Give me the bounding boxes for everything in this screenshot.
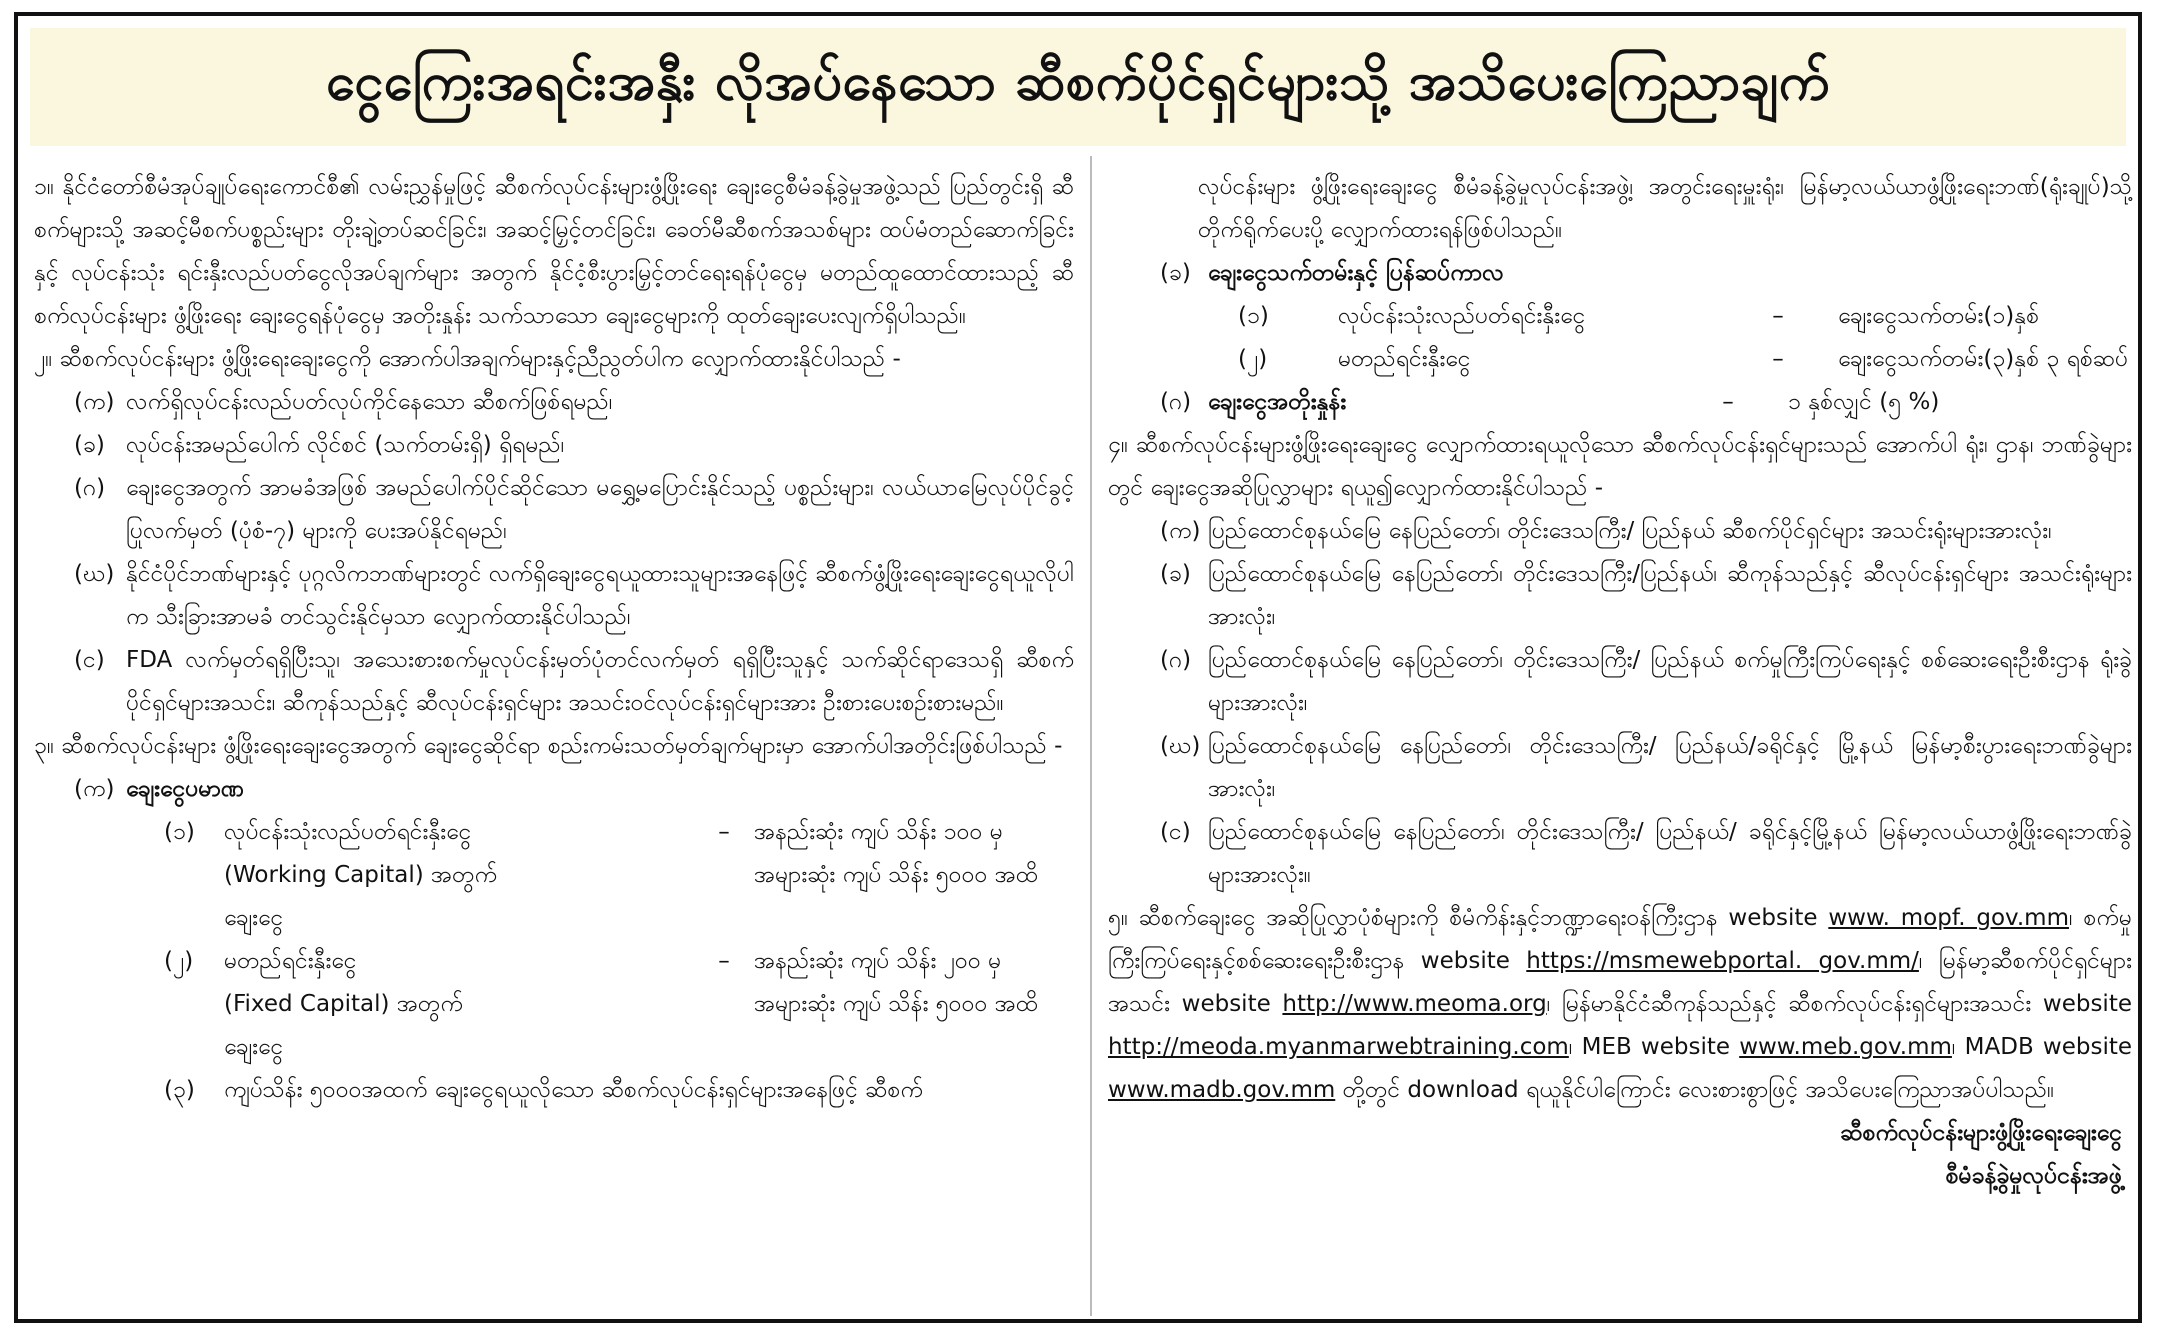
row-label-line: ချေးငွေ — [224, 905, 284, 931]
row-value: ချေးငွေသက်တမ်း(၁)နှစ် — [1838, 303, 2040, 329]
list-item-key: (ဃ) — [1160, 733, 1201, 759]
list-item-key: (င) — [74, 647, 105, 673]
loan-term-heading — [1108, 252, 2132, 295]
meoma-website-link[interactable]: http://www.meoma.org — [1282, 991, 1547, 1017]
list-item — [1108, 725, 2132, 811]
list-item-key: (က) — [74, 389, 115, 415]
row-text: ကျပ်သိန်း ၅၀၀၀အထက် ချေးငွေရယူလိုသော ဆီစက်လုပ်ငန်းရှင်များအနေဖြင့် ဆီစက် — [224, 1077, 923, 1103]
row-label: မတည်ရင်းနှီးငွေ — [1338, 346, 1471, 372]
list-item-key: (င) — [1160, 819, 1191, 845]
signature-line-2: စီမံခန့်ခွဲမှုလုပ်ငန်းအဖွဲ့ — [1945, 1163, 2122, 1189]
list-item-text: ပြည်ထောင်စုနယ်မြေ နေပြည်တော်၊ တိုင်းဒေသကြီး/ပြည်နယ်၊ ဆီကုန်သည်နှင့် ဆီလုပ်ငန်းရှင်များ အသင်းရုံးများအားလုံး၊ — [1208, 561, 2132, 630]
list-item-text: ပြည်ထောင်စုနယ်မြေ နေပြည်တော်၊ တိုင်းဒေသကြီး/ ပြည်နယ် စက်မှုကြီးကြပ်ရေးနှင့် စစ်ဆေးရေးဦးစီးဌာန ရုံးခွဲများအားလုံး၊ — [1208, 647, 2132, 716]
paragraph-5-text: ၊ စက်မှုကြီးကြပ်ရေးနှင့်စစ်ဆေးရေးဦးစီးဌာန website — [1108, 905, 2132, 974]
list-item-key: (ဂ) — [74, 475, 106, 501]
list-item-key: (က) — [1160, 518, 1201, 544]
row-label — [224, 811, 694, 940]
list-item-key: (က) — [74, 776, 115, 802]
right-column — [1108, 166, 2132, 1198]
announcement-frame — [14, 12, 2142, 1323]
loan-amount-heading — [34, 768, 1074, 811]
list-item-text: ပြည်ထောင်စုနယ်မြေ နေပြည်တော်၊ တိုင်းဒေသကြီး/ ပြည်နယ် ဆီစက်ပိုင်ရှင်များ အသင်းရုံးများအားလုံး၊ — [1208, 518, 2052, 544]
row-value-line: အများဆုံး ကျပ် သိန်း ၅၀၀၀ အထိ — [754, 862, 1039, 888]
row-dash: – — [718, 948, 730, 974]
paragraph-5 — [1108, 897, 2132, 1112]
left-column — [34, 166, 1074, 1112]
row-key: (၂) — [164, 948, 194, 974]
column-divider — [1090, 156, 1092, 1316]
row-label — [224, 940, 694, 1069]
list-item — [1108, 639, 2132, 725]
list-item-key: (ဂ) — [1160, 389, 1192, 415]
paragraph-5-text: တို့တွင် download ရယူနိုင်ပါကြောင်း လေးစားစွာဖြင့် အသိပေးကြေညာအပ်ပါသည်။ — [1335, 1077, 2055, 1103]
row-value: ၁ နှစ်လျှင် (၅ %) — [1788, 389, 1940, 415]
row-label-line: (Working Capital) အတွက် — [224, 862, 498, 888]
row-value — [754, 811, 1074, 940]
paragraph-5-text: ၊ မြန်မာနိုင်ငံဆီကုန်သည်နှင့် ဆီစက်လုပ်ငန်းရှင်များအသင်း website — [1546, 991, 2132, 1017]
list-item — [1108, 510, 2132, 553]
list-item — [34, 553, 1074, 639]
list-item-text: နိုင်ငံပိုင်ဘဏ်များနှင့် ပုဂ္ဂလိကဘဏ်များတွင် လက်ရှိချေးငွေရယူထားသူများအနေဖြင့် ဆီစက်ဖွံ့ဖြိုးရေးချေးငွေရယူလိုပါက သီးခြားအာမခံ တင်သွင်းနိုင်မှသာ လျှောက်ထားနိုင်ပါသည်၊ — [126, 561, 1074, 630]
row-label-line: လုပ်ငန်းသုံးလည်ပတ်ရင်းနှီးငွေ — [224, 819, 472, 845]
row-dash: – — [1772, 303, 1784, 329]
list-item — [34, 381, 1074, 424]
loan-amount-row — [34, 940, 1074, 1069]
page-title: ငွေကြေးအရင်းအနှီး လိုအပ်နေသော ဆီစက်ပိုင်ရှင်များသို့ အသိပေးကြေညာချက် — [326, 52, 1830, 112]
loan-term-row — [1108, 295, 2132, 338]
paragraph-5-text: ၊ MADB website — [1951, 1034, 2132, 1060]
paragraph-3: ၃။ ဆီစက်လုပ်ငန်းများ ဖွံ့ဖြိုးရေးချေးငွေအတွက် ချေးငွေဆိုင်ရာ စည်းကမ်းသတ်မှတ်ချက်များမှာ အောက်ပါအတိုင်းဖြစ်ပါသည် - — [34, 733, 1063, 759]
list-item-text: လုပ်ငန်းအမည်ပေါက် လိုင်စင် (သက်တမ်းရှိ) ရှိရမည်၊ — [126, 432, 565, 458]
header-banner — [30, 28, 2126, 146]
meoda-website-link[interactable]: http://meoda.myanmarwebtraining.com — [1108, 1034, 1569, 1060]
row-label-line: ချေးငွေ — [224, 1034, 284, 1060]
list-item-key: (ခ) — [1160, 260, 1191, 286]
row-key: (၂) — [1238, 346, 1268, 372]
list-item-heading: ချေးငွေပမာဏ — [126, 776, 245, 802]
list-item — [34, 467, 1074, 553]
row-label-line: (Fixed Capital) အတွက် — [224, 991, 463, 1017]
loan-amount-row — [34, 1069, 1074, 1112]
paragraph-5-text: ၅။ ဆီစက်ချေးငွေ အဆိုပြုလွှာပုံစံများကို စီမံကိန်းနှင့်ဘဏ္ဍာရေးဝန်ကြီးဌာန website — [1108, 905, 1818, 931]
paragraph-5-text: ၊ MEB website — [1568, 1034, 1731, 1060]
list-item-key: (ခ) — [1160, 561, 1191, 587]
paragraph-2: ၂။ ဆီစက်လုပ်ငန်းများ ဖွံ့ဖြိုးရေးချေးငွေကို အောက်ပါအချက်များနှင့်ညီညွတ်ပါက လျှောက်ထားနိုင်ပါသည် - — [34, 346, 901, 372]
row-dash: – — [1722, 389, 1734, 415]
row-key: (၁) — [164, 819, 195, 845]
row-key: (၃) — [164, 1077, 195, 1103]
loan-amount-row — [34, 811, 1074, 940]
meb-website-link[interactable]: www.meb.gov.mm — [1739, 1034, 1952, 1060]
list-item-text: လက်ရှိလုပ်ငန်းလည်ပတ်လုပ်ကိုင်နေသော ဆီစက်ဖြစ်ရမည်၊ — [126, 389, 613, 415]
row-value: ချေးငွေသက်တမ်း(၃)နှစ် ၃ ရစ်ဆပ် — [1838, 346, 2129, 372]
list-item-text: FDA လက်မှတ်ရရှိပြီးသူ၊ အသေးစားစက်မှုလုပ်ငန်းမှတ်ပုံတင်လက်မှတ် ရရှိပြီးသူနှင့် သက်ဆိုင်ရာဒေသရှိ ဆီစက်ပိုင်ရှင်များအသင်း၊ ဆီကုန်သည်နှင့် ဆီလုပ်ငန်းရှင်များ အသင်းဝင်လုပ်ငန်းရှင်များအား ဦးစားပေးစဉ်းစားမည်။ — [126, 647, 1074, 716]
paragraph-5-text: ၊ မြန်မာ့ဆီစက်ပိုင်ရှင်များအသင်း website — [1108, 948, 2133, 1017]
list-item — [34, 424, 1074, 467]
row-value-line: အနည်းဆုံး ကျပ် သိန်း ၂၀၀ မှ — [754, 948, 1002, 974]
row-value — [754, 940, 1074, 1069]
loan-term-row — [1108, 338, 2132, 381]
interest-rate-row — [1108, 381, 2132, 424]
paragraph-4: ၄။ ဆီစက်လုပ်ငန်းများဖွံ့ဖြိုးရေးချေးငွေ လျှောက်ထားရယူလိုသော ဆီစက်လုပ်ငန်းရှင်များသည် အောက်ပါ ရုံး၊ ဌာန၊ ဘဏ်ခွဲများတွင် ချေးငွေအဆိုပြုလွှာများ ရယူ၍လျှောက်ထားနိုင်ပါသည် - — [1108, 432, 2132, 501]
list-item-key: (ဂ) — [1160, 647, 1192, 673]
madb-website-link[interactable]: www.madb.gov.mm — [1108, 1077, 1336, 1103]
row-label: လုပ်ငန်းသုံးလည်ပတ်ရင်းနှီးငွေ — [1338, 303, 1586, 329]
row-key: (၁) — [1238, 303, 1269, 329]
list-item-heading: ချေးငွေအတိုးနှုန်း — [1208, 389, 1347, 415]
signature-line-1: ဆီစက်လုပ်ငန်းများဖွံ့ဖြိုးရေးချေးငွေ — [1840, 1120, 2122, 1146]
msme-website-link[interactable]: https://msmewebportal. gov.mm/ — [1526, 948, 1919, 974]
row-value-line: အနည်းဆုံး ကျပ် သိန်း ၁၀၀ မှ — [754, 819, 1003, 845]
mopf-website-link[interactable]: www. mopf. gov.mm — [1828, 905, 2069, 931]
row-label-line: မတည်ရင်းနှီးငွေ — [224, 948, 357, 974]
row-dash: – — [1772, 346, 1784, 372]
list-item-key: (ဃ) — [74, 561, 115, 587]
list-item — [34, 639, 1074, 725]
list-item — [1108, 553, 2132, 639]
list-item-text: ပြည်ထောင်စုနယ်မြေ နေပြည်တော်၊ တိုင်းဒေသကြီး/ ပြည်နယ်/ခရိုင်နှင့် မြို့နယ် မြန်မာ့စီးပွားရေးဘဏ်ခွဲများအားလုံး၊ — [1208, 733, 2132, 802]
list-item-text: ပြည်ထောင်စုနယ်မြေ နေပြည်တော်၊ တိုင်းဒေသကြီး/ ပြည်နယ်/ ခရိုင်နှင့်မြို့နယ် မြန်မာ့လယ်ယာဖွံ့ဖြိုးရေးဘဏ်ခွဲများအားလုံး။ — [1208, 819, 2132, 888]
row-value-line: အများဆုံး ကျပ် သိန်း ၅၀၀၀ အထိ — [754, 991, 1039, 1017]
list-item-text: ချေးငွေအတွက် အာမခံအဖြစ် အမည်ပေါက်ပိုင်ဆိုင်သော မရွှေ့မပြောင်းနိုင်သည့် ပစ္စည်းများ၊ လယ်ယာမြေလုပ်ပိုင်ခွင့်ပြုလက်မှတ် (ပုံစံ-၇) များကို ပေးအပ်နိုင်ရမည်၊ — [126, 475, 1074, 544]
paragraph-3-continued: လုပ်ငန်းများ ဖွံ့ဖြိုးရေးချေးငွေ စီမံခန့်ခွဲမှုလုပ်ငန်းအဖွဲ့၊ အတွင်းရေးမှူးရုံး၊ မြန်မာ့လယ်ယာဖွံ့ဖြိုးရေးဘဏ်(ရုံးချုပ်)သို့ တိုက်ရိုက်ပေးပို့ လျှောက်ထားရန်ဖြစ်ပါသည်။ — [1198, 174, 2132, 243]
list-item-heading: ချေးငွေသက်တမ်းနှင့် ပြန်ဆပ်ကာလ — [1208, 260, 1504, 286]
list-item — [1108, 811, 2132, 897]
paragraph-1: ၁။ နိုင်ငံတော်စီမံအုပ်ချုပ်ရေးကောင်စီ၏ လမ်းညွှန်မှုဖြင့် ဆီစက်လုပ်ငန်းများဖွံ့ဖြိုးရေး ချေးငွေစီမံခန့်ခွဲမှုအဖွဲ့သည် ပြည်တွင်းရှိ ဆီစက်များသို့ အဆင့်မီစက်ပစ္စည်းများ တိုးချဲ့တပ်ဆင်ခြင်း၊ အဆင့်မြှင့်တင်ခြင်း၊ ခေတ်မီဆီစက်အသစ်များ ထပ်မံတည်ဆောက်ခြင်းနှင့် လုပ်ငန်းသုံး ရင်းနှီးလည်ပတ်ငွေလိုအပ်ချက်များ အတွက် နိုင်ငံ့စီးပွားမြှင့်တင်ရေးရန်ပုံငွေမှ မတည်ထူထောင်ထားသည့် ဆီစက်လုပ်ငန်းများ ဖွံ့ဖြိုးရေး ချေးငွေရန်ပုံငွေမှ အတိုးနှုန်း သက်သာသော ချေးငွေများကို ထုတ်ချေးပေးလျက်ရှိပါသည်။ — [34, 174, 1074, 329]
list-item-key: (ခ) — [74, 432, 105, 458]
row-dash: – — [718, 819, 730, 845]
